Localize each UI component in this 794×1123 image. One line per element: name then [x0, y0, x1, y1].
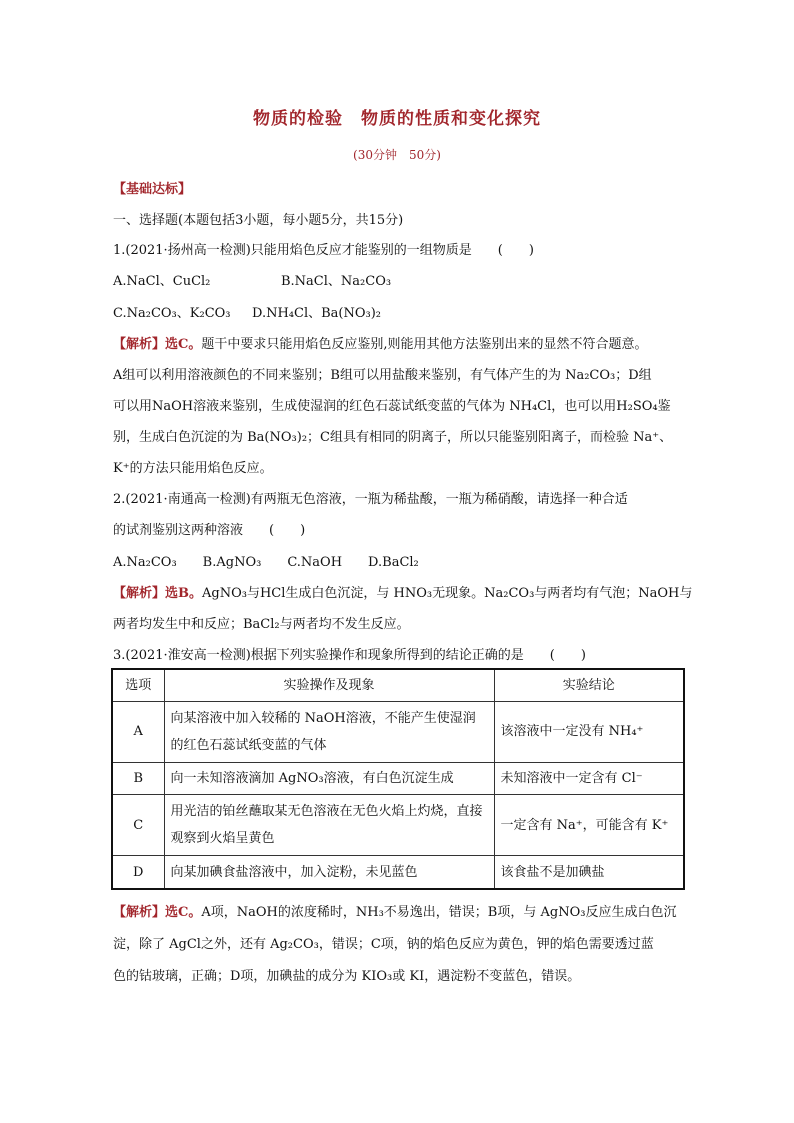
q1-stem: 1.(2021·扬州高一检测)只能用焰色反应才能鉴别的一组物质是 ( ): [113, 243, 534, 258]
q1-analysis-line: [113, 333, 648, 352]
analysis-text: A项，NaOH的浓度稀时，NH₃不易逸出，错误；B项，与 AgNO₃反应生成白色沉: [201, 905, 677, 920]
q2-options: A.Na₂CO₃ B.AgNO₃ C.NaOH D.BaCl₂: [113, 555, 419, 570]
table-header: 实验操作及现象: [164, 669, 494, 702]
q1-analysis-text: 别，生成白色沉淀的为 Ba(NO₃)₂；C组具有相同的阴离子，所以只能鉴别阳离子，而检验 Na⁺、: [113, 430, 673, 445]
operation-cell: 向某溶液中加入较稀的 NaOH溶液，不能产生使湿润的红色石蕊试纸变蓝的气体: [164, 702, 494, 763]
q1-option-d: D.NH₄Cl、Ba(NO₃)₂: [252, 306, 382, 321]
page-title: 物质的检验 物质的性质和变化探究: [253, 109, 541, 129]
q1-option-b: B.NaCl、Na₂CO₃: [281, 274, 392, 289]
operation-cell: 向某加碘食盐溶液中，加入淀粉，未见蓝色: [164, 856, 494, 889]
q3-analysis-line: [113, 901, 676, 920]
table-row: [112, 702, 684, 763]
conclusion-cell: 该溶液中一定没有 NH₄⁺: [494, 702, 684, 763]
analysis-tag: 【解析】: [113, 905, 166, 920]
q3-stem: 3.(2021·淮安高一检测)根据下列实验操作和现象所得到的结论正确的是 ( ): [113, 648, 586, 663]
q2-stem: 2.(2021·南通高一检测)有两瓶无色溶液，一瓶为稀盐酸，一瓶为稀硝酸，请选择一种合适: [113, 492, 628, 507]
conclusion-cell: 未知溶液中一定含有 Cl⁻: [494, 762, 684, 795]
q2-stem-cont: 的试剂鉴别这两种溶液 ( ): [113, 523, 306, 538]
q1-analysis-text: A组可以利用溶液颜色的不同来鉴别；B组可以用盐酸来鉴别，有气体产生的为 Na₂CO₃；D组: [113, 368, 652, 383]
analysis-tag: 【解析】: [113, 337, 166, 352]
table-header: 选项: [112, 669, 164, 702]
option-cell: B: [112, 762, 164, 795]
table-row: [112, 856, 684, 889]
q1-option-c: C.Na₂CO₃、K₂CO₃: [113, 306, 231, 321]
conclusion-cell: 一定含有 Na⁺，可能含有 K⁺: [494, 795, 684, 856]
q1-analysis-text: 可以用NaOH溶液来鉴别，生成使湿润的红色石蕊试纸变蓝的气体为 NH₄Cl，也可以用H₂SO₄鉴: [113, 399, 671, 414]
answer-label: 选C。: [165, 905, 202, 920]
section-heading: 【基础达标】: [113, 182, 192, 197]
option-cell: A: [112, 702, 164, 763]
q3-analysis-text: 色的钴玻璃，正确；D项，加碘盐的成分为 KIO₃或 KI，遇淀粉不变蓝色，错误。: [113, 969, 581, 984]
part-heading: 一、选择题(本题包括3小题，每小题5分，共15分): [113, 213, 404, 228]
analysis-text: 题干中要求只能用焰色反应鉴别,则能用其他方法鉴别出来的显然不符合题意。: [201, 337, 648, 352]
answer-label: 选C。: [165, 337, 202, 352]
analysis-tag: 【解析】: [113, 586, 166, 601]
q2-analysis-text: 两者均发生中和反应；BaCl₂与两者均不发生反应。: [113, 617, 410, 632]
conclusion-cell: 该食盐不是加碘盐: [494, 856, 684, 889]
page-subtitle: (30分钟 50分): [353, 148, 441, 162]
experiment-table: [111, 668, 685, 890]
table-row: [112, 762, 684, 795]
operation-cell: 用光洁的铂丝蘸取某无色溶液在无色火焰上灼烧，直接观察到火焰呈黄色: [164, 795, 494, 856]
analysis-text: AgNO₃与HCl生成白色沉淀，与 HNO₃无现象。Na₂CO₃与两者均有气泡；NaOH与: [202, 586, 693, 601]
option-cell: D: [112, 856, 164, 889]
answer-label: 选B。: [165, 586, 203, 601]
q1-option-a: A.NaCl、CuCl₂: [113, 274, 211, 289]
operation-cell: 向一未知溶液滴加 AgNO₃溶液，有白色沉淀生成: [164, 762, 494, 795]
table-header-row: [112, 669, 684, 702]
table-row: [112, 795, 684, 856]
table-header: 实验结论: [494, 669, 684, 702]
q2-analysis-line: [113, 582, 692, 601]
option-cell: C: [112, 795, 164, 856]
q1-analysis-text: K⁺的方法只能用焰色反应。: [113, 461, 273, 476]
q3-analysis-text: 淀，除了 AgCl之外，还有 Ag₂CO₃，错误；C项，钠的焰色反应为黄色，钾的焰色需要透过蓝: [113, 937, 654, 952]
